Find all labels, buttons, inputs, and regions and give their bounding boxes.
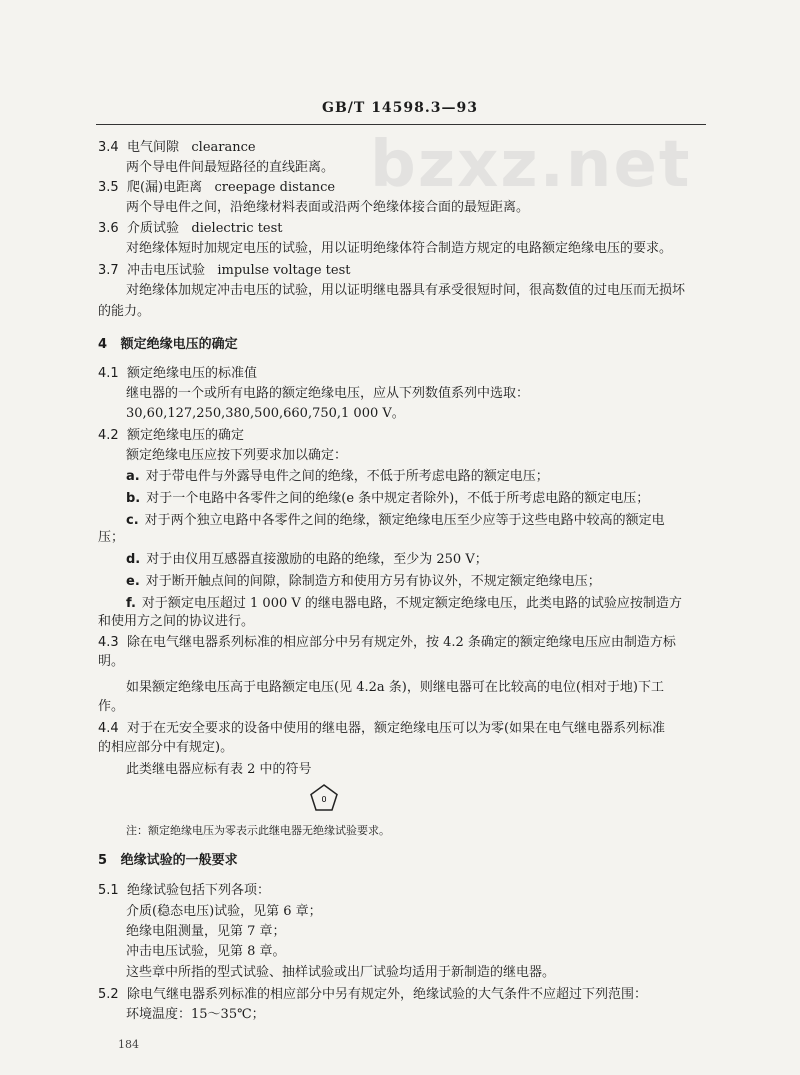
list-item-c-cont: 压； [98, 530, 125, 545]
list-letter: e. [126, 574, 140, 589]
clause-title: 额定绝缘电压的标准值 [126, 366, 257, 381]
section-4-heading [98, 337, 238, 353]
list-letter: b. [126, 491, 141, 506]
clause-number: 3.4 [98, 140, 119, 155]
clause-text: 除在电气继电器系列标准的相应部分中另有规定外，按 4.2 条确定的额定绝缘电压应由制造方标 [126, 635, 676, 650]
clause-title: 爬(漏)电距离 [126, 180, 203, 195]
list-item-b [126, 491, 649, 507]
list-letter: f. [126, 596, 136, 611]
clause-4-3-para2-cont: 作。 [98, 699, 125, 714]
test-item-impulse-voltage: 冲击电压试验，见第 8 章。 [126, 944, 286, 959]
clause-4-4-body [98, 721, 665, 737]
clause-4-3-body-cont: 明。 [98, 654, 125, 669]
clause-4-2-intro: 额定绝缘电压应按下列要求加以确定： [126, 448, 348, 463]
list-text: 对于带电件与外露导电件之间的绝缘，不低于所考虑电路的额定电压； [145, 469, 549, 484]
list-letter: c. [126, 513, 139, 528]
clause-number: 3.7 [98, 263, 119, 278]
list-item-d [126, 552, 488, 568]
list-text: 对于两个独立电路中各零件之间的绝缘，额定绝缘电压至少应等于这些电路中较高的额定电 [144, 513, 665, 528]
list-letter: a. [126, 469, 140, 484]
list-item-e [126, 574, 601, 590]
ambient-temperature: 环境温度：15～35℃； [126, 1007, 265, 1022]
section-number: 4 [98, 337, 108, 352]
clause-4-4-body-cont: 的相应部分中有规定)。 [98, 740, 234, 755]
clause-5-1-body [98, 883, 270, 899]
clause-title: 电气间隙 [126, 140, 179, 155]
clause-text: 除电气继电器系列标准的相应部分中另有规定外，绝缘试验的大气条件不应超过下列范围： [126, 987, 647, 1002]
clause-english-term: impulse voltage test [217, 263, 351, 278]
note: 注：额定绝缘电压为零表示此继电器无绝缘试验要求。 [126, 824, 390, 837]
clause-3-7-heading [98, 263, 350, 279]
clause-3-6-body: 对绝缘体短时加规定电压的试验，用以证明绝缘体符合制造方规定的电路额定绝缘电压的要求。 [126, 241, 673, 256]
watermark: bzxz.net [370, 128, 692, 202]
section-title: 绝缘试验的一般要求 [120, 853, 238, 868]
header-rule [96, 124, 706, 125]
test-item-insulation-resistance: 绝缘电阻测量，见第 7 章； [126, 924, 286, 939]
clause-4-3-para2: 如果额定绝缘电压高于电路额定电压(见 4.2a 条)，则继电器可在比较高的电位(相对于地)下工 [126, 680, 664, 695]
clause-number: 4.3 [98, 635, 119, 650]
clause-text: 对于在无安全要求的设备中使用的继电器，额定绝缘电压可以为零(如果在电气继电器系列标准 [126, 721, 666, 736]
clause-3-4-heading [98, 140, 256, 156]
clause-english-term: creepage distance [214, 180, 336, 195]
clause-title: 介质试验 [126, 221, 179, 236]
clause-number: 5.2 [98, 987, 119, 1002]
list-letter: d. [126, 552, 141, 567]
clause-3-4-body: 两个导电件间最短路径的直线距离。 [126, 160, 335, 175]
section-number: 5 [98, 853, 108, 868]
clause-number: 4.4 [98, 721, 119, 736]
clause-5-1-para2: 这些章中所指的型式试验、抽样试验或出厂试验均适用于新制造的继电器。 [126, 965, 556, 980]
voltage-series: 30,60,127,250,380,500,660,750,1 000 V。 [126, 406, 405, 421]
clause-4-4-para2: 此类继电器应标有表 2 中的符号 [126, 762, 312, 777]
list-text: 对于一个电路中各零件之间的绝缘(e 条中规定者除外)，不低于所考虑电路的额定电压； [146, 491, 650, 506]
clause-4-2-heading [98, 428, 244, 444]
list-item-a [126, 469, 549, 485]
clause-4-3-body [98, 635, 676, 651]
clause-5-2-body [98, 987, 647, 1003]
symbol-label: 0 [321, 795, 327, 804]
clause-number: 5.1 [98, 883, 119, 898]
clause-english-term: dielectric test [191, 221, 283, 236]
clause-number: 3.6 [98, 221, 119, 236]
page-header: GB/T 14598.3—93 [322, 100, 478, 116]
section-title: 额定绝缘电压的确定 [120, 337, 238, 352]
clause-3-5-body: 两个导电件之间，沿绝缘材料表面或沿两个绝缘体接合面的最短距离。 [126, 200, 530, 215]
clause-number: 4.2 [98, 428, 119, 443]
list-text: 对于额定电压超过 1 000 V 的继电器电路，不规定额定绝缘电压，此类电路的试验应按制造方 [141, 596, 682, 611]
section-5-heading [98, 853, 238, 869]
clause-3-6-heading [98, 221, 283, 237]
clause-4-1-body: 继电器的一个或所有电路的额定绝缘电压，应从下列数值系列中选取： [126, 386, 530, 401]
clause-number: 3.5 [98, 180, 119, 195]
list-item-f [126, 596, 682, 612]
clause-4-1-heading [98, 366, 257, 382]
clause-title: 额定绝缘电压的确定 [126, 428, 244, 443]
clause-3-7-body-cont: 的能力。 [98, 304, 151, 319]
zero-insulation-pentagon-icon [309, 783, 339, 813]
clause-title: 冲击电压试验 [126, 263, 205, 278]
list-item-f-cont: 和使用方之间的协议进行。 [98, 614, 255, 629]
clause-english-term: clearance [191, 140, 256, 155]
page-number: 184 [118, 1038, 139, 1051]
clause-number: 4.1 [98, 366, 119, 381]
test-item-dielectric: 介质(稳态电压)试验，见第 6 章； [126, 904, 322, 919]
list-item-c [126, 513, 665, 529]
list-text: 对于由仪用互感器直接激励的电路的绝缘，至少为 250 V； [146, 552, 488, 567]
clause-text: 绝缘试验包括下列各项： [126, 883, 270, 898]
clause-3-7-body: 对绝缘体加规定冲击电压的试验，用以证明继电器具有承受很短时间，很高数值的过电压而无损坏 [126, 283, 686, 298]
list-text: 对于断开触点间的间隙，除制造方和使用方另有协议外，不规定额定绝缘电压； [145, 574, 601, 589]
clause-3-5-heading [98, 180, 335, 196]
